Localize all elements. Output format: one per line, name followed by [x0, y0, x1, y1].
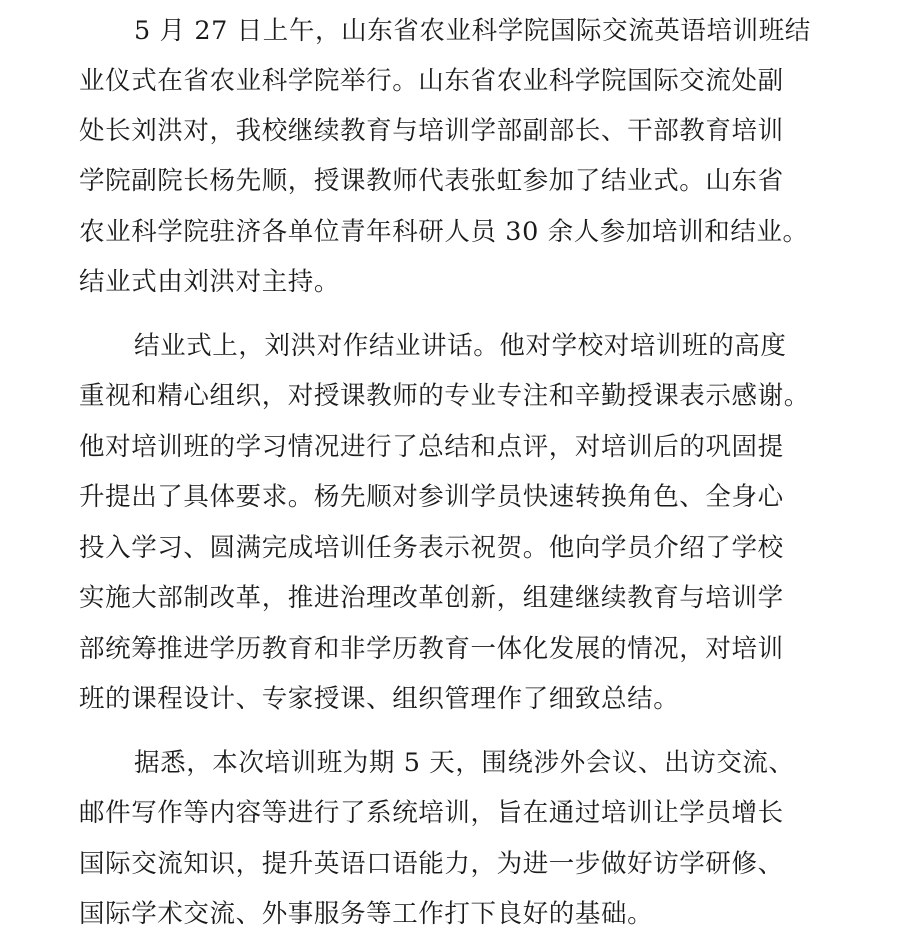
paragraph-2-line-6: 实施大部制改革，推进治理改革创新，组建继续教育与培训学 [79, 583, 784, 613]
paragraph-2-line-3: 他对培训班的学习情况进行了总结和点评，对培训后的巩固提 [79, 432, 784, 462]
paragraph-1-line-6: 结业式由刘洪对主持。 [79, 267, 341, 297]
paragraph-2-line-2: 重视和精心组织，对授课教师的专业专注和辛勤授课表示感谢。 [79, 381, 810, 411]
paragraph-1-line-4: 学院副院长杨先顺，授课教师代表张虹参加了结业式。山东省 [79, 166, 784, 196]
paragraph-2-line-5: 投入学习、圆满完成培训任务表示祝贺。他向学员介绍了学校 [79, 533, 784, 563]
paragraph-3-line-4: 国际学术交流、外事服务等工作打下良好的基础。 [79, 899, 654, 929]
paragraph-3-line-3: 国际交流知识，提升英语口语能力，为进一步做好访学研修、 [79, 849, 784, 879]
paragraph-2-line-8: 班的课程设计、专家授课、组织管理作了细致总结。 [79, 684, 680, 714]
paragraph-2-line-7: 部统筹推进学历教育和非学历教育一体化发展的情况，对培训 [79, 634, 784, 664]
paragraph-1-line-3: 处长刘洪对，我校继续教育与培训学部副部长、干部教育培训 [79, 116, 784, 146]
paragraph-1-line-2: 业仪式在省农业科学院举行。山东省农业科学院国际交流处副 [79, 66, 784, 96]
paragraph-1-line-5: 农业科学院驻济各单位青年科研人员 30 余人参加培训和结业。 [79, 217, 809, 247]
paragraph-2-line-4: 升提出了具体要求。杨先顺对参训学员快速转换角色、全身心 [79, 482, 784, 512]
paragraph-3-line-2: 邮件写作等内容等进行了系统培训，旨在通过培训让学员增长 [79, 798, 784, 828]
paragraph-2-line-1: 结业式上，刘洪对作结业讲话。他对学校对培训班的高度 [134, 331, 787, 361]
paragraph-1-line-1: 5 月 27 日上午，山东省农业科学院国际交流英语培训班结 [134, 16, 811, 46]
paragraph-3-line-1: 据悉，本次培训班为期 5 天，围绕涉外会议、出访交流、 [134, 748, 795, 778]
